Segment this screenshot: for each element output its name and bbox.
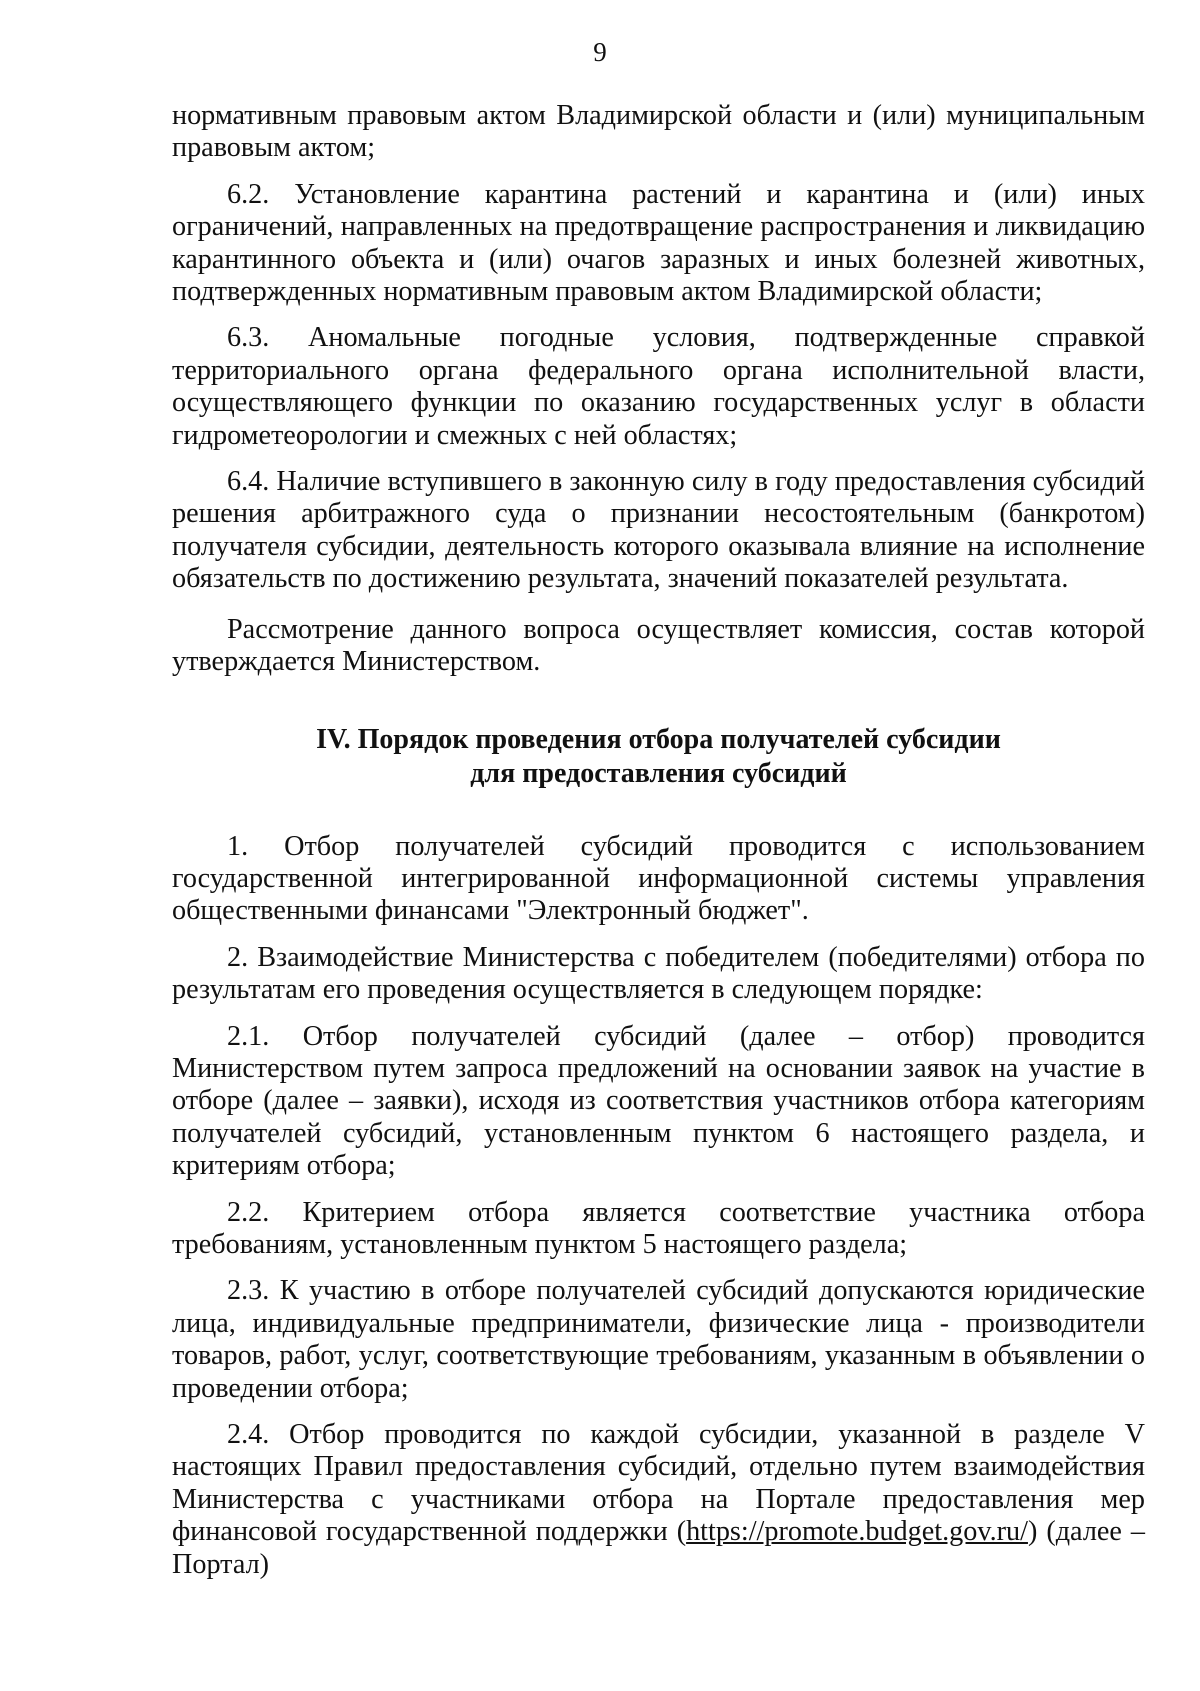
paragraph-2-4 <box>172 1419 1145 1581</box>
paragraph-1: 1. Отбор получателей субсидий проводится с использованием государственной интегрированной информационной системы управления общественными финансами "Электронный бюджет". <box>172 830 1145 927</box>
paragraph-2: 2. Взаимодействие Министерства с победителем (победителями) отбора по результатам его проведения осуществляется в следующем порядке: <box>172 941 1145 1006</box>
paragraph-2-3: 2.3. К участию в отборе получателей субсидий допускаются юридические лица, индивидуальные предприниматели, физические лица - производители товаров, работ, услуг, соответствующие требованиям, указанным в объявлении о проведении отбора; <box>172 1275 1145 1404</box>
paragraph-6-4: 6.4. Наличие вступившего в законную силу в году предоставления субсидий решения арбитражного суда о признании несостоятельным (банкротом) получателя субсидии, деятельность которого оказывала влияние на исполнение обязательств по достижению результата, значений показателей результата. <box>172 466 1145 595</box>
page-content <box>172 100 1145 1581</box>
paragraph-review: Рассмотрение данного вопроса осуществляет комиссия, состав которой утверждается Министерством. <box>172 613 1145 678</box>
paragraph-6-2: 6.2. Установление карантина растений и карантина и (или) иных ограничений, направленных на предотвращение распространения и ликвидацию карантинного объекта и (или) очагов заразных и иных болезней животных, подтвержденных нормативным правовым актом Владимирской области; <box>172 178 1145 308</box>
paragraph-2-1: 2.1. Отбор получателей субсидий (далее – отбор) проводится Министерством путем запроса предложений на основании заявок на участие в отборе (далее – заявки), исходя из соответствия участников отбора категориям получателей субсидий, установленным пунктом 6 настоящего раздела, и критериям отбора; <box>172 1020 1145 1182</box>
section-heading-line-1: IV. Порядок проведения отбора получателей субсидии <box>316 723 1001 755</box>
paragraph-2-2: 2.2. Критерием отбора является соответствие участника отбора требованиям, установленным пунктом 5 настоящего раздела; <box>172 1196 1145 1260</box>
paragraph-2-4-text: 2.4. Отбор проводится по каждой субсидии, указанной в разделе V настоящих Правил предоставления субсидий, отдельно путем взаимодействия Министерства с участниками отбора на Портале предоставления мер финансовой государственной поддержки ( <box>172 1419 1145 1548</box>
portal-link[interactable]: https://promote.budget.gov.ru/ <box>686 1516 1028 1548</box>
page-number: 9 <box>593 37 607 67</box>
section-heading <box>172 723 1145 791</box>
paragraph-6-3: 6.3. Аномальные погодные условия, подтвержденные справкой территориального органа федерального органа исполнительной власти, осуществляющего функции по оказанию государственных услуг в области гидрометеорологии и смежных с ней областях; <box>172 322 1145 451</box>
section-heading-line-2: для предоставления субсидий <box>470 757 847 789</box>
paragraph-continuation: нормативным правовым актом Владимирской области и (или) муниципальным правовым актом; <box>172 100 1145 164</box>
paragraph-2-4-tail: ) (далее – Портал) <box>172 1516 1145 1580</box>
